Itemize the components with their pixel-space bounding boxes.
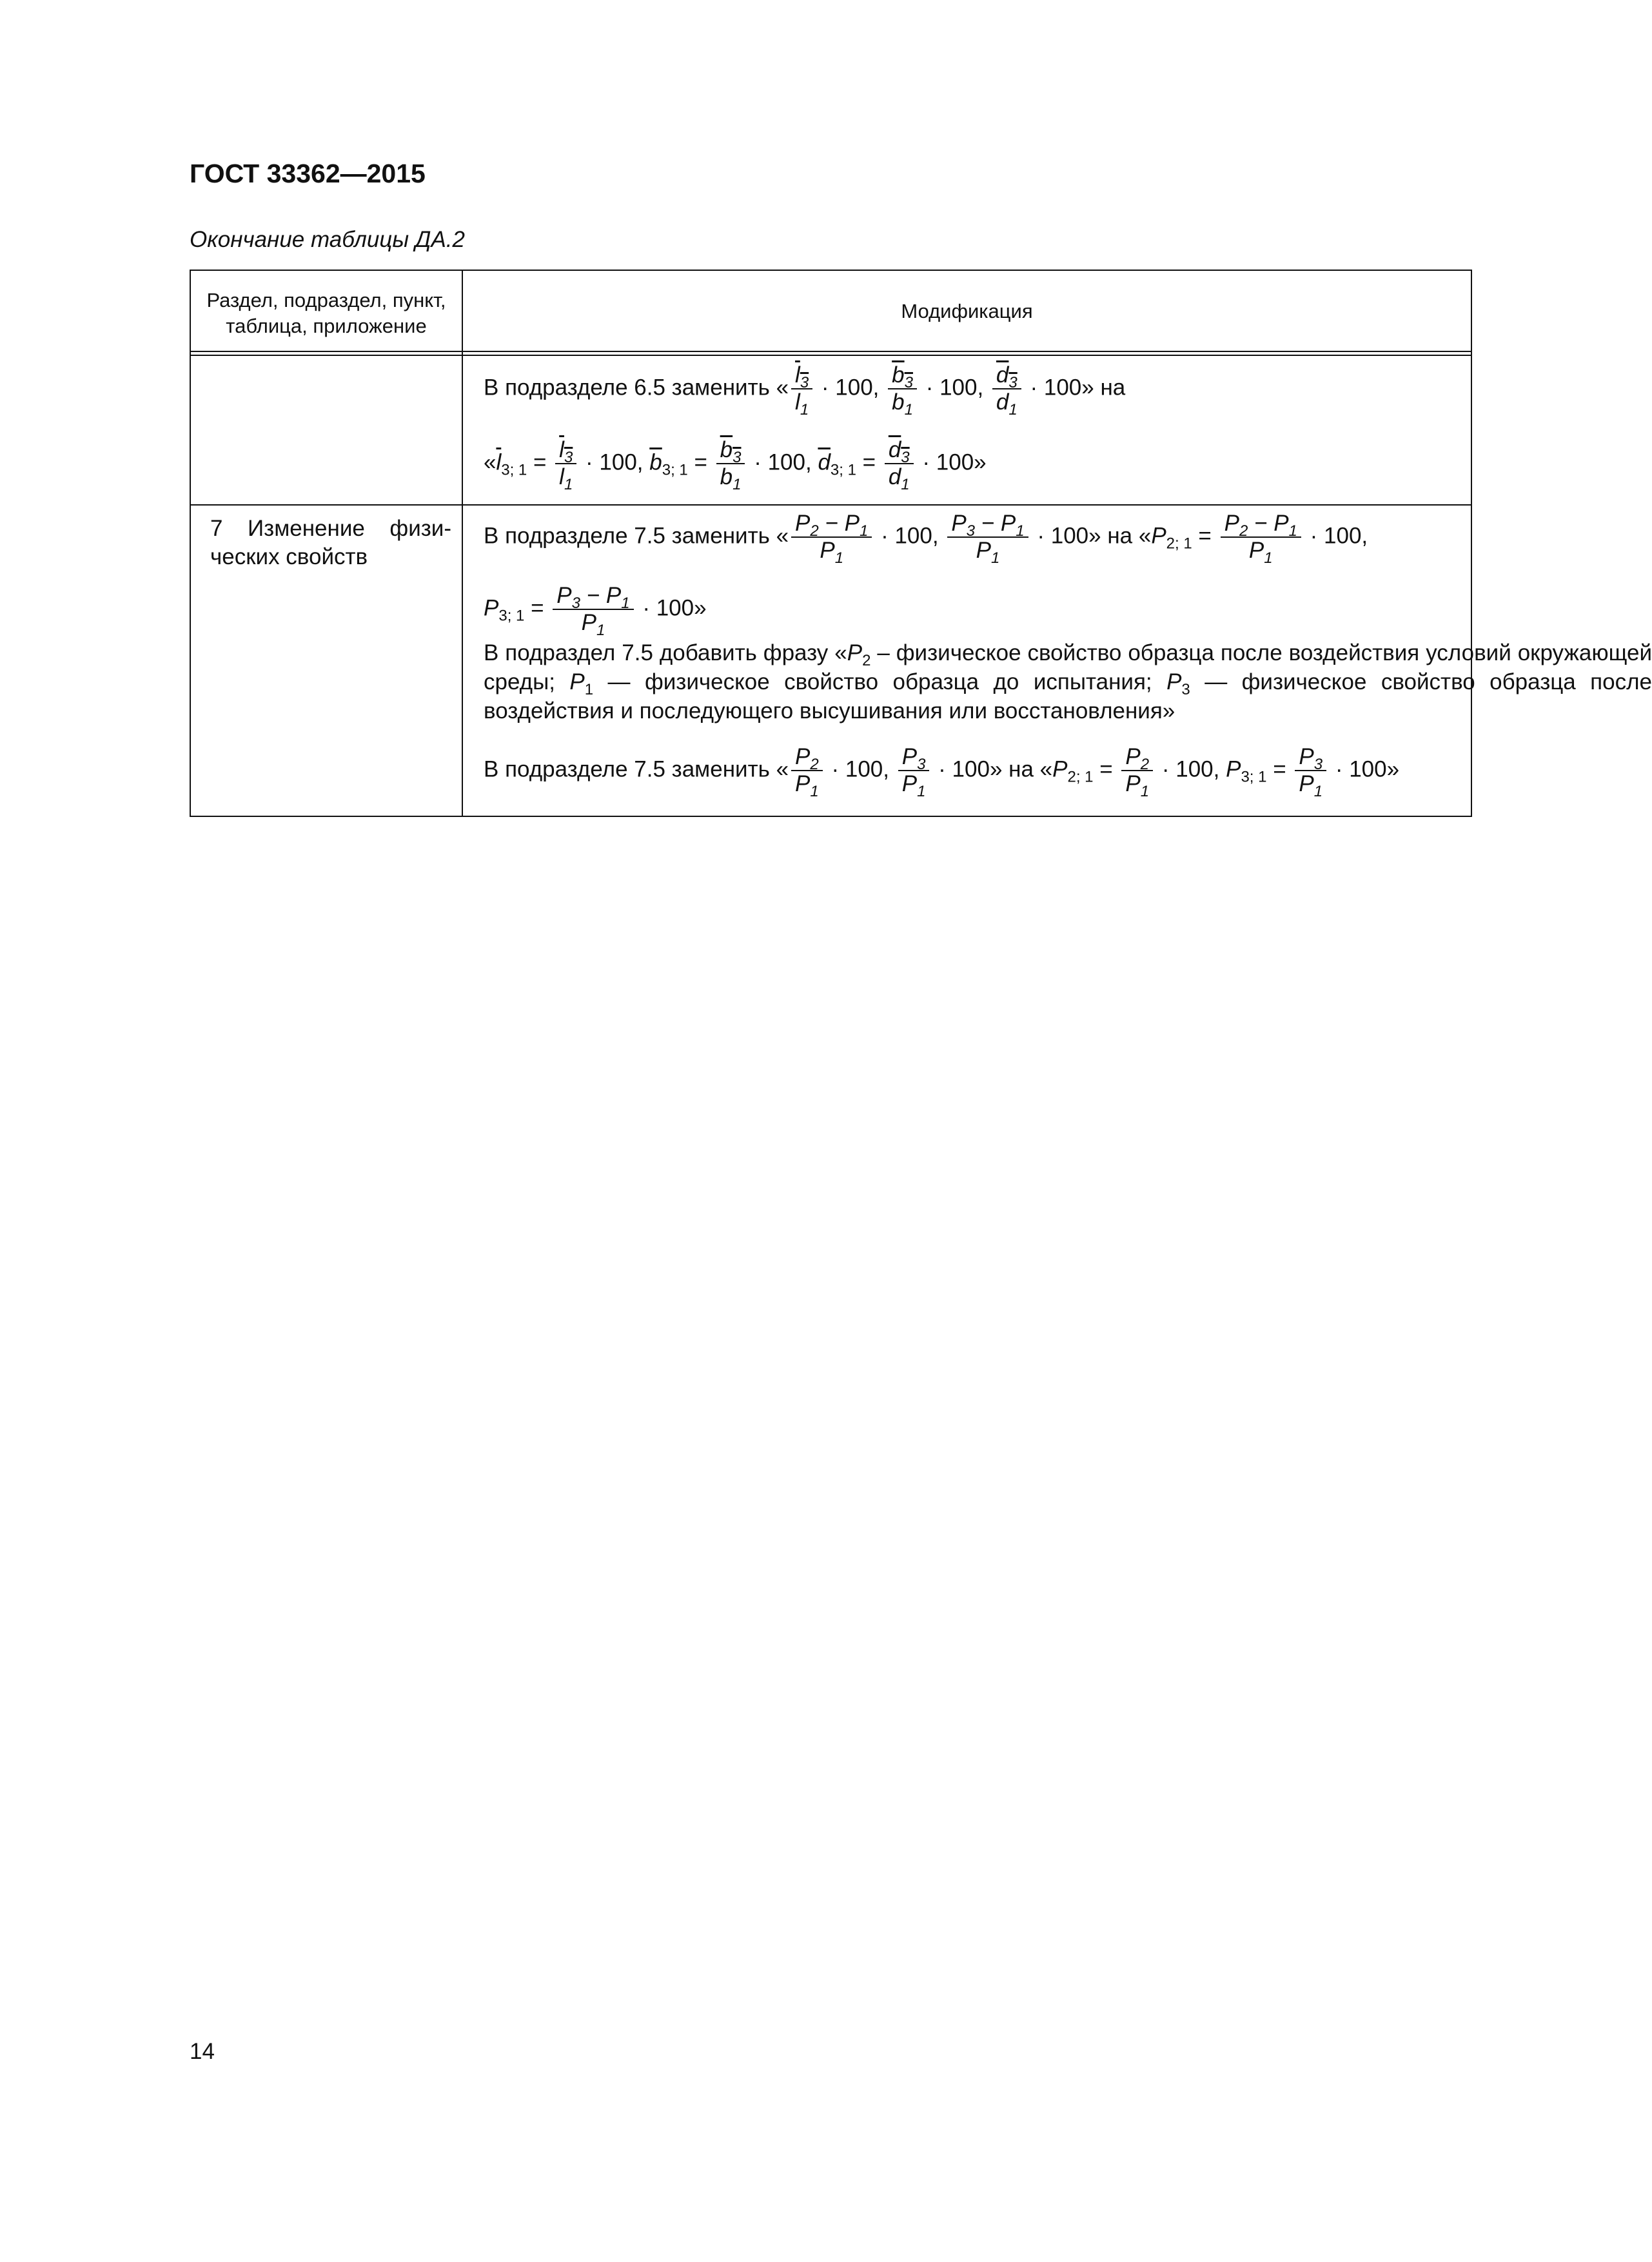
formula: $\frac{d_3}{d_1}$	[885, 437, 914, 490]
formula: $\frac{P_2}{P_1}$	[1121, 744, 1153, 797]
row1-line1: В подразделе 6.5 заменить « $\frac{l_3}{l_1}$ · 100, $\frac{b_3}{b_1}$ · 100, $\frac{d_3}{d_1}$ · 100» на	[484, 362, 1126, 418]
column-divider	[462, 271, 463, 816]
formula: $\frac{b_3}{b_1}$	[716, 437, 745, 490]
section-7-label: 7 Изменение физи-	[210, 516, 451, 541]
row-divider	[191, 504, 1471, 506]
standard-header: ГОСТ 33362—2015	[190, 159, 426, 188]
row1-line1-end: · 100» на	[1030, 375, 1126, 400]
table-caption: Окончание таблицы ДА.2	[190, 227, 465, 252]
row2-line2: $P_{3; 1}$ = $\frac{P_3 - P_1}{P_1}$ · 100»	[484, 583, 707, 639]
modification-table	[190, 270, 1652, 817]
header-divider-double	[191, 355, 1471, 356]
quote-open: «	[484, 449, 497, 475]
row1-line2: «$\overline{l}_{3; 1}$ = $\frac{l_3}{l_1}$ · 100, $\overline{b}_{3; 1}$ = $\frac{b_3}{b_1}$ · 100, $\overline{d}_{3; 1}$ = $\frac{d_3}{d_1}$ · 100»	[484, 437, 987, 493]
row2-line1-mid: · 100» на «	[1037, 523, 1152, 549]
row2-paragraph: В подраздел 7.5 добавить фразу «$P_2$ – физическое свойство образца после воздействия условий окружающей среды; $P_1$ — физическое свойство образца до испытания; $P_3$ — физическое свойство образца после воздействия и последующего высушивания или восстановления»	[484, 640, 1652, 723]
formula: $\frac{P_3 - P_1}{P_1}$	[553, 583, 633, 636]
row2-line2-end: · 100»	[642, 595, 707, 621]
row2-line1-text: В подразделе 7.5 заменить «	[484, 523, 789, 549]
row2-line4: В подразделе 7.5 заменить « $\frac{P_2}{P_1}$ · 100, $\frac{P_3}{P_1}$ · 100» на «$P_{2; 1}$ = $\frac{P_2}{P_1}$ · 100, $P_{3; 1}$ = $\frac{P_3}{P_1}$ · 100»	[484, 744, 1400, 800]
row2-line4-text: В подразделе 7.5 заменить «	[484, 756, 789, 782]
header-divider	[191, 351, 1471, 352]
row2-line4-end: · 100»	[1335, 756, 1400, 782]
formula: $\frac{P_2 - P_1}{P_1}$	[1221, 511, 1301, 564]
column-header-modification: Модификация	[901, 300, 1033, 322]
formula: $\frac{P_2}{P_1}$	[791, 744, 823, 797]
section-7-label-cont: ческих свойств	[210, 544, 368, 569]
formula: $\frac{P_3 - P_1}{P_1}$	[947, 511, 1028, 564]
formula: $\frac{l_3}{l_1}$	[555, 437, 576, 490]
formula: $\frac{P_3}{P_1}$	[1295, 744, 1326, 797]
formula: $\frac{b_3}{b_1}$	[888, 362, 917, 415]
row2-line1: В подразделе 7.5 заменить « $\frac{P_2 - P_1}{P_1}$ · 100, $\frac{P_3 - P_1}{P_1}$ · 100» на «$P_{2; 1}$ = $\frac{P_2 - P_1}{P_1}$ · 100,	[484, 511, 1368, 567]
row1-line1-text: В подразделе 6.5 заменить «	[484, 375, 789, 400]
formula: $\frac{P_3}{P_1}$	[898, 744, 930, 797]
column-header-section: Раздел, подраздел, пункт, таблица, приложение	[206, 289, 446, 337]
formula: $\frac{l_3}{l_1}$	[791, 362, 812, 415]
formula: $\frac{P_2 - P_1}{P_1}$	[791, 511, 872, 564]
page-number: 14	[190, 2039, 215, 2064]
formula: $\frac{d_3}{d_1}$	[992, 362, 1021, 415]
row2-line4-mid: · 100» на «	[938, 756, 1053, 782]
